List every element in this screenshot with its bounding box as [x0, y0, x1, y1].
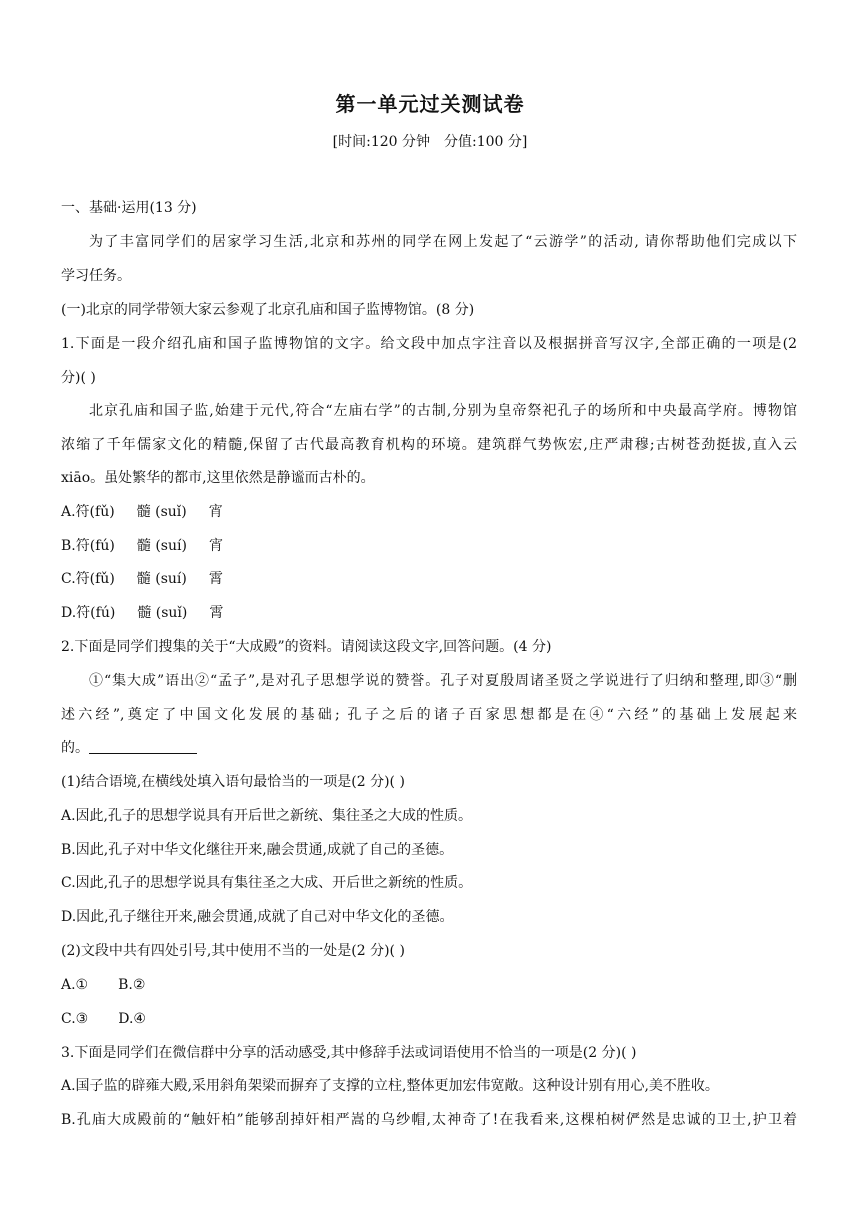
option-row[interactable]: B.孔庙大成殿前的“触奸柏”能够刮掉奸相严嵩的乌纱帽,太神奇了!在我看来,这棵柏树俨然是忠诚的卫士,护卫着: [61, 1112, 797, 1128]
option-char: 髓 (suǐ): [136, 504, 187, 520]
sub-question: (1)结合语境,在横线处填入语句最恰当的一项是(2 分)( ): [61, 774, 405, 790]
option-row: [61, 975, 145, 995]
option-char: 霄: [208, 571, 223, 587]
option-char: 髓 (suí): [136, 571, 187, 587]
option-row[interactable]: [61, 536, 223, 556]
passage-line: 浓缩了千年儒家文化的精髓,保留了古代最高教育机构的环境。建筑群气势恢宏,庄严肃穆;古树苍劲挺拔,直入云: [61, 437, 797, 453]
option-b[interactable]: B.②: [118, 977, 146, 993]
question-stem: 1.下面是一段介绍孔庙和国子监博物馆的文字。给文段中加点字注音以及根据拼音写汉字,全部正确的一项是(2: [61, 336, 797, 352]
part-heading: (一)北京的同学带领大家云参观了北京孔庙和国子监博物馆。(8 分): [61, 302, 475, 318]
option-char: 髓 (suǐ): [137, 605, 188, 621]
option-row[interactable]: [61, 603, 223, 623]
option-char: 宵: [208, 504, 223, 520]
option-a[interactable]: A.①: [61, 977, 89, 993]
time-limit: [时间:120 分钟: [332, 134, 430, 150]
question-stem: 分)( ): [61, 370, 96, 386]
total-score: 分值:100 分]: [444, 134, 528, 150]
exam-info: [0, 131, 860, 151]
option-row[interactable]: A.因此,孔子的思想学说具有开后世之新统、集往圣之大成的性质。: [61, 808, 473, 824]
passage-line: xiāo。虽处繁华的都市,这里依然是静谧而古朴的。: [61, 470, 375, 486]
option-row[interactable]: D.因此,孔子继往开来,融会贯通,成就了自己对中华文化的圣德。: [61, 909, 454, 925]
passage-line: ①“集大成”语出②“孟子”,是对孔子思想学说的赞誉。孔子对夏殷周诸圣贤之学说进行了归纳和整理,即③“删: [89, 673, 797, 689]
option-char: 霄: [209, 605, 224, 621]
question-stem: 2.下面是同学们搜集的关于“大成殿”的资料。请阅读这段文字,回答问题。(4 分): [61, 639, 552, 655]
option-row: [61, 1009, 146, 1029]
option-c[interactable]: C.③: [61, 1011, 89, 1027]
option-row[interactable]: [61, 502, 223, 522]
intro-line: 学习任务。: [61, 268, 131, 284]
passage-line: [61, 738, 197, 758]
section-heading: 一、基础·运用(13 分): [61, 200, 197, 216]
passage-line: 述六经”,奠定了中国文化发展的基础; 孔子之后的诸子百家思想都是在④“六经”的基础上发展起来: [61, 707, 797, 723]
option-char: C.符(fǔ): [61, 571, 115, 587]
option-row[interactable]: [61, 569, 223, 589]
option-row[interactable]: A.国子监的辟雍大殿,采用斜角架梁而摒弃了支撑的立柱,整体更加宏伟宽敞。这种设计别有用心,美不胜收。: [61, 1078, 719, 1094]
sub-question: (2)文段中共有四处引号,其中使用不当的一处是(2 分)( ): [61, 943, 405, 959]
intro-line: 为了丰富同学们的居家学习生活,北京和苏州的同学在网上发起了“云游学”的活动, 请你帮助他们完成以下: [89, 234, 797, 250]
fill-blank[interactable]: [89, 739, 197, 754]
question-stem: 3.下面是同学们在微信群中分享的活动感受,其中修辞手法或词语使用不恰当的一项是(2 分)( ): [61, 1045, 637, 1061]
option-row[interactable]: C.因此,孔子的思想学说具有集往圣之大成、开后世之新统的性质。: [61, 875, 473, 891]
option-d[interactable]: D.④: [118, 1011, 146, 1027]
option-row[interactable]: B.因此,孔子对中华文化继往开来,融会贯通,成就了自己的圣德。: [61, 842, 454, 858]
page-title: 第一单元过关测试卷: [335, 92, 525, 116]
option-char: 髓 (suí): [136, 538, 187, 554]
option-char: B.符(fú): [61, 538, 115, 554]
passage-tail: 的。: [61, 740, 89, 756]
option-char: A.符(fǔ): [61, 504, 115, 520]
option-char: 宵: [208, 538, 223, 554]
option-char: D.符(fú): [61, 605, 116, 621]
passage-line: 北京孔庙和国子监,始建于元代,符合“左庙右学”的古制,分别为皇帝祭祀孔子的场所和中央最高学府。博物馆: [89, 403, 797, 419]
